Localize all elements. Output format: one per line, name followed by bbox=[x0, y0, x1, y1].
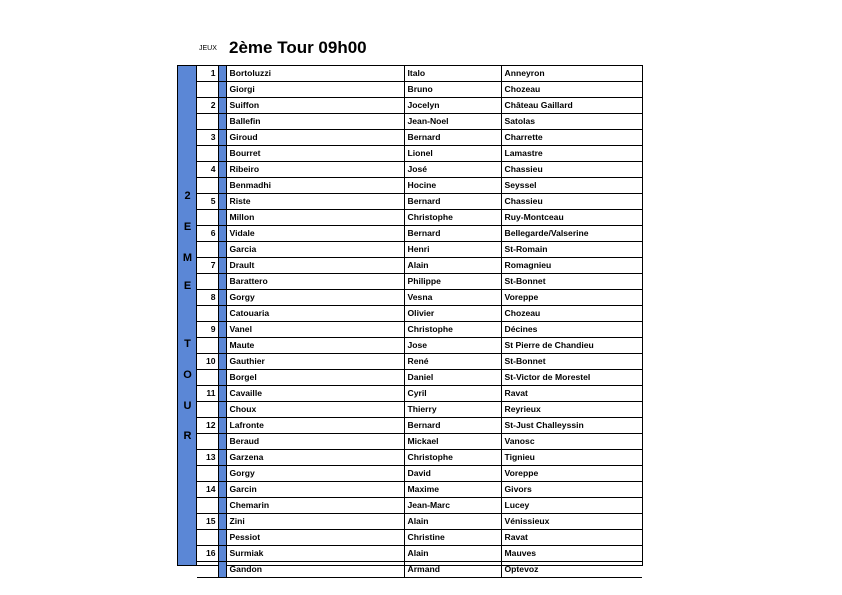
first-name-cell: Jocelyn bbox=[404, 98, 501, 114]
city-cell: Chassieu bbox=[501, 162, 642, 178]
blue-marker-cell bbox=[218, 82, 226, 98]
last-name-cell: Barattero bbox=[226, 274, 404, 290]
match-number-cell: 4 bbox=[197, 162, 218, 178]
city-cell: Anneyron bbox=[501, 66, 642, 82]
side-label-letter: E bbox=[183, 280, 192, 292]
table-row bbox=[197, 482, 642, 498]
first-name-cell: Henri bbox=[404, 242, 501, 258]
match-number-cell bbox=[197, 402, 218, 418]
last-name-cell: Riste bbox=[226, 194, 404, 210]
table-row bbox=[197, 114, 642, 130]
last-name-cell: Cavaille bbox=[226, 386, 404, 402]
last-name-cell: Maute bbox=[226, 338, 404, 354]
table-row bbox=[197, 66, 642, 82]
side-label-column bbox=[178, 66, 197, 565]
first-name-cell: Christophe bbox=[404, 322, 501, 338]
table-row bbox=[197, 386, 642, 402]
first-name-cell: José bbox=[404, 162, 501, 178]
side-label-letter: 2 bbox=[184, 190, 191, 202]
match-number-cell bbox=[197, 562, 218, 578]
table-row bbox=[197, 274, 642, 290]
table-row bbox=[197, 146, 642, 162]
side-label-letter: T bbox=[184, 338, 191, 350]
match-number-cell bbox=[197, 274, 218, 290]
first-name-cell: Italo bbox=[404, 66, 501, 82]
last-name-cell: Drault bbox=[226, 258, 404, 274]
city-cell: Ravat bbox=[501, 530, 642, 546]
side-label-letter: R bbox=[183, 430, 192, 442]
table-row bbox=[197, 130, 642, 146]
last-name-cell: Beraud bbox=[226, 434, 404, 450]
last-name-cell: Bortoluzzi bbox=[226, 66, 404, 82]
last-name-cell: Surmiak bbox=[226, 546, 404, 562]
match-number-cell bbox=[197, 146, 218, 162]
city-cell: Givors bbox=[501, 482, 642, 498]
first-name-cell: Thierry bbox=[404, 402, 501, 418]
city-cell: St-Just Challeyssin bbox=[501, 418, 642, 434]
match-number-cell: 10 bbox=[197, 354, 218, 370]
match-number-cell bbox=[197, 370, 218, 386]
table-row bbox=[197, 194, 642, 210]
last-name-cell: Chemarin bbox=[226, 498, 404, 514]
city-cell: Bellegarde/Valserine bbox=[501, 226, 642, 242]
last-name-cell: Choux bbox=[226, 402, 404, 418]
city-cell: St-Bonnet bbox=[501, 274, 642, 290]
first-name-cell: Jose bbox=[404, 338, 501, 354]
blue-marker-cell bbox=[218, 370, 226, 386]
table-row bbox=[197, 466, 642, 482]
city-cell: St-Romain bbox=[501, 242, 642, 258]
match-number-cell: 11 bbox=[197, 386, 218, 402]
blue-marker-cell bbox=[218, 130, 226, 146]
first-name-cell: Jean-Marc bbox=[404, 498, 501, 514]
table-row bbox=[197, 242, 642, 258]
blue-marker-cell bbox=[218, 498, 226, 514]
city-cell: Ruy-Montceau bbox=[501, 210, 642, 226]
last-name-cell: Suiffon bbox=[226, 98, 404, 114]
blue-marker-cell bbox=[218, 322, 226, 338]
table-row bbox=[197, 98, 642, 114]
match-number-cell: 2 bbox=[197, 98, 218, 114]
city-cell: Chozeau bbox=[501, 82, 642, 98]
first-name-cell: Olivier bbox=[404, 306, 501, 322]
table-row bbox=[197, 434, 642, 450]
first-name-cell: Bernard bbox=[404, 194, 501, 210]
last-name-cell: Lafronte bbox=[226, 418, 404, 434]
city-cell: Tignieu bbox=[501, 450, 642, 466]
match-number-cell: 9 bbox=[197, 322, 218, 338]
blue-marker-cell bbox=[218, 194, 226, 210]
last-name-cell: Zini bbox=[226, 514, 404, 530]
city-cell: Chozeau bbox=[501, 306, 642, 322]
page-title: 2ème Tour 09h00 bbox=[229, 38, 367, 57]
last-name-cell: Borgel bbox=[226, 370, 404, 386]
blue-marker-cell bbox=[218, 210, 226, 226]
last-name-cell: Vanel bbox=[226, 322, 404, 338]
last-name-cell: Pessiot bbox=[226, 530, 404, 546]
pairings-table bbox=[197, 66, 642, 578]
last-name-cell: Vidale bbox=[226, 226, 404, 242]
city-cell: Charrette bbox=[501, 130, 642, 146]
table-row bbox=[197, 498, 642, 514]
match-number-cell: 13 bbox=[197, 450, 218, 466]
city-cell: Lucey bbox=[501, 498, 642, 514]
table-row bbox=[197, 210, 642, 226]
last-name-cell: Millon bbox=[226, 210, 404, 226]
side-label-letter: E bbox=[183, 221, 192, 233]
table-row bbox=[197, 82, 642, 98]
city-cell: Reyrieux bbox=[501, 402, 642, 418]
blue-marker-cell bbox=[218, 466, 226, 482]
city-cell: Voreppe bbox=[501, 466, 642, 482]
city-cell: St-Bonnet bbox=[501, 354, 642, 370]
city-cell: Seyssel bbox=[501, 178, 642, 194]
blue-marker-cell bbox=[218, 306, 226, 322]
match-number-cell: 14 bbox=[197, 482, 218, 498]
first-name-cell: Cyril bbox=[404, 386, 501, 402]
first-name-cell: Christophe bbox=[404, 450, 501, 466]
city-cell: Mauves bbox=[501, 546, 642, 562]
table-row bbox=[197, 530, 642, 546]
last-name-cell: Garcin bbox=[226, 482, 404, 498]
last-name-cell: Gauthier bbox=[226, 354, 404, 370]
table-row bbox=[197, 178, 642, 194]
blue-marker-cell bbox=[218, 354, 226, 370]
blue-marker-cell bbox=[218, 530, 226, 546]
first-name-cell: Christophe bbox=[404, 210, 501, 226]
blue-marker-cell bbox=[218, 546, 226, 562]
blue-marker-cell bbox=[218, 226, 226, 242]
match-number-cell: 15 bbox=[197, 514, 218, 530]
match-number-cell: 7 bbox=[197, 258, 218, 274]
match-number-cell bbox=[197, 114, 218, 130]
first-name-cell: Bernard bbox=[404, 130, 501, 146]
blue-marker-cell bbox=[218, 514, 226, 530]
blue-marker-cell bbox=[218, 98, 226, 114]
first-name-cell: Lionel bbox=[404, 146, 501, 162]
city-cell: Décines bbox=[501, 322, 642, 338]
first-name-cell: Hocine bbox=[404, 178, 501, 194]
table-row bbox=[197, 162, 642, 178]
blue-marker-cell bbox=[218, 434, 226, 450]
draw-sheet bbox=[177, 65, 643, 575]
first-name-cell: Vesna bbox=[404, 290, 501, 306]
blue-marker-cell bbox=[218, 178, 226, 194]
blue-marker-cell bbox=[218, 114, 226, 130]
match-number-cell bbox=[197, 82, 218, 98]
city-cell: St-Victor de Morestel bbox=[501, 370, 642, 386]
table-row bbox=[197, 258, 642, 274]
match-number-cell: 16 bbox=[197, 546, 218, 562]
table-row bbox=[197, 354, 642, 370]
blue-marker-cell bbox=[218, 386, 226, 402]
blue-marker-cell bbox=[218, 482, 226, 498]
last-name-cell: Garcia bbox=[226, 242, 404, 258]
blue-marker-cell bbox=[218, 450, 226, 466]
city-cell: Voreppe bbox=[501, 290, 642, 306]
first-name-cell: Bruno bbox=[404, 82, 501, 98]
side-label-letter: O bbox=[183, 369, 192, 381]
city-cell: St Pierre de Chandieu bbox=[501, 338, 642, 354]
first-name-cell: Philippe bbox=[404, 274, 501, 290]
first-name-cell: David bbox=[404, 466, 501, 482]
first-name-cell: Maxime bbox=[404, 482, 501, 498]
city-cell: Vanosc bbox=[501, 434, 642, 450]
first-name-cell: Jean-Noel bbox=[404, 114, 501, 130]
city-cell: Optevoz bbox=[501, 562, 642, 578]
match-number-cell bbox=[197, 178, 218, 194]
blue-marker-cell bbox=[218, 242, 226, 258]
blue-marker-cell bbox=[218, 66, 226, 82]
city-cell: Satolas bbox=[501, 114, 642, 130]
table-row bbox=[197, 450, 642, 466]
match-number-cell: 8 bbox=[197, 290, 218, 306]
match-number-cell: 1 bbox=[197, 66, 218, 82]
blue-marker-cell bbox=[218, 258, 226, 274]
table-row bbox=[197, 418, 642, 434]
city-cell: Lamastre bbox=[501, 146, 642, 162]
match-number-cell bbox=[197, 306, 218, 322]
table-row bbox=[197, 546, 642, 562]
last-name-cell: Giroud bbox=[226, 130, 404, 146]
match-number-cell bbox=[197, 434, 218, 450]
blue-marker-cell bbox=[218, 146, 226, 162]
table-row bbox=[197, 338, 642, 354]
match-number-cell: 5 bbox=[197, 194, 218, 210]
table-row bbox=[197, 290, 642, 306]
table-row bbox=[197, 402, 642, 418]
last-name-cell: Benmadhi bbox=[226, 178, 404, 194]
city-cell: Chassieu bbox=[501, 194, 642, 210]
blue-marker-cell bbox=[218, 562, 226, 578]
last-name-cell: Garzena bbox=[226, 450, 404, 466]
blue-marker-cell bbox=[218, 162, 226, 178]
first-name-cell: Bernard bbox=[404, 418, 501, 434]
first-name-cell: Daniel bbox=[404, 370, 501, 386]
side-label-letter: U bbox=[183, 400, 192, 412]
city-cell: Ravat bbox=[501, 386, 642, 402]
match-number-cell bbox=[197, 210, 218, 226]
table-row bbox=[197, 306, 642, 322]
first-name-cell: Alain bbox=[404, 258, 501, 274]
match-number-cell bbox=[197, 242, 218, 258]
match-number-cell bbox=[197, 498, 218, 514]
match-number-cell: 12 bbox=[197, 418, 218, 434]
last-name-cell: Bourret bbox=[226, 146, 404, 162]
blue-marker-cell bbox=[218, 418, 226, 434]
city-cell: Romagnieu bbox=[501, 258, 642, 274]
first-name-cell: Mickael bbox=[404, 434, 501, 450]
last-name-cell: Ribeiro bbox=[226, 162, 404, 178]
side-label-letter: M bbox=[182, 252, 193, 264]
blue-marker-cell bbox=[218, 402, 226, 418]
match-number-cell: 3 bbox=[197, 130, 218, 146]
match-number-cell: 6 bbox=[197, 226, 218, 242]
table-row bbox=[197, 514, 642, 530]
last-name-cell: Catouaria bbox=[226, 306, 404, 322]
first-name-cell: Bernard bbox=[404, 226, 501, 242]
blue-marker-cell bbox=[218, 338, 226, 354]
match-number-cell bbox=[197, 466, 218, 482]
pairings-table-body bbox=[197, 66, 642, 578]
last-name-cell: Gorgy bbox=[226, 290, 404, 306]
last-name-cell: Gandon bbox=[226, 562, 404, 578]
blue-marker-cell bbox=[218, 290, 226, 306]
first-name-cell: René bbox=[404, 354, 501, 370]
last-name-cell: Ballefin bbox=[226, 114, 404, 130]
table-row bbox=[197, 226, 642, 242]
first-name-cell: Alain bbox=[404, 514, 501, 530]
match-number-cell bbox=[197, 338, 218, 354]
match-number-cell bbox=[197, 530, 218, 546]
city-cell: Château Gaillard bbox=[501, 98, 642, 114]
first-name-cell: Alain bbox=[404, 546, 501, 562]
first-name-cell: Christine bbox=[404, 530, 501, 546]
first-name-cell: Armand bbox=[404, 562, 501, 578]
table-row bbox=[197, 322, 642, 338]
last-name-cell: Giorgi bbox=[226, 82, 404, 98]
last-name-cell: Gorgy bbox=[226, 466, 404, 482]
blue-marker-cell bbox=[218, 274, 226, 290]
jeux-label: JEUX bbox=[199, 45, 217, 52]
city-cell: Vénissieux bbox=[501, 514, 642, 530]
table-row bbox=[197, 562, 642, 578]
table-row bbox=[197, 370, 642, 386]
